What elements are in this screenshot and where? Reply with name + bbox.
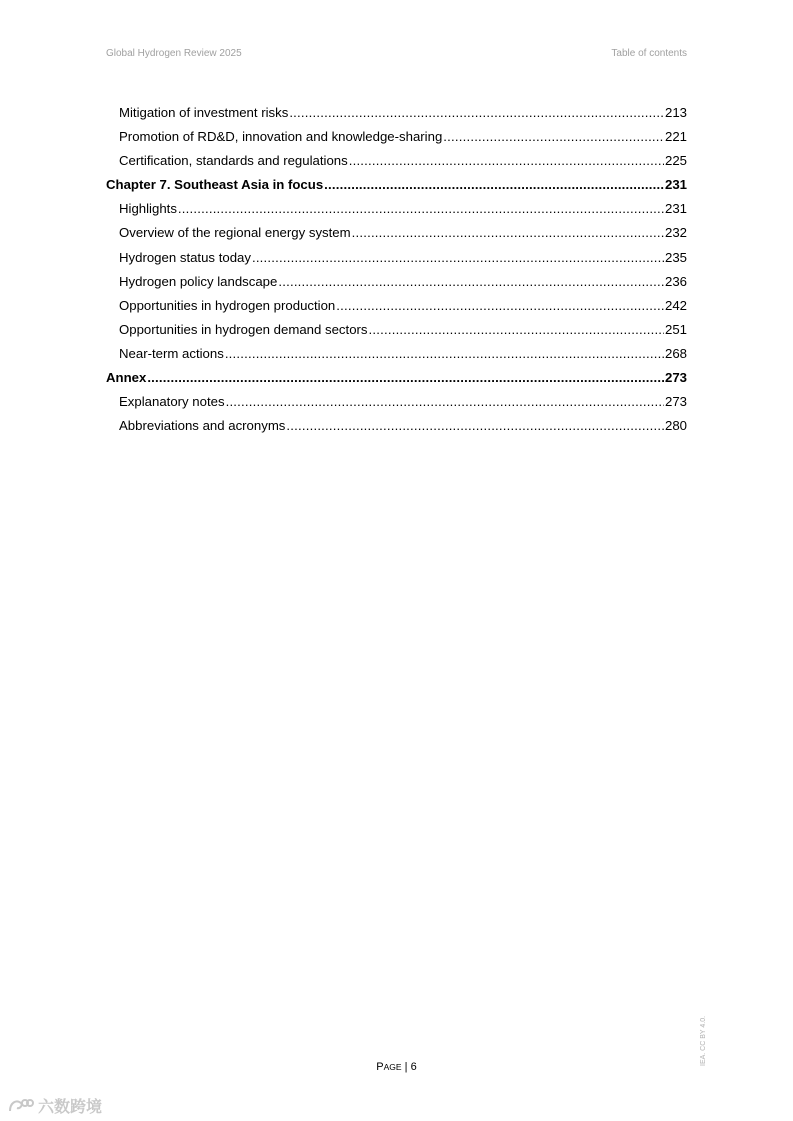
toc-section-entry[interactable] [106, 225, 687, 249]
toc-entry-title: Opportunities in hydrogen demand sectors [119, 321, 368, 337]
page-label-initial: P [376, 1061, 384, 1073]
toc-dot-leader [225, 346, 664, 361]
toc-entry-page: 225 [664, 153, 687, 169]
page-number: 6 [410, 1061, 417, 1073]
toc-section-entry[interactable] [106, 298, 687, 322]
toc-dot-leader [252, 250, 664, 265]
toc-chapter-entry[interactable] [106, 177, 687, 201]
page-number-footer [0, 1061, 793, 1073]
toc-entry-page: 268 [664, 345, 687, 361]
toc-entry-page: 236 [664, 273, 687, 289]
toc-entry-page: 251 [664, 321, 687, 337]
toc-entry-title: Promotion of RD&D, innovation and knowledge-sharing [119, 129, 443, 145]
toc-entry-page: 280 [664, 418, 687, 434]
toc-dot-leader [178, 201, 664, 216]
toc-section-entry[interactable] [106, 129, 687, 153]
license-note: IEA. CC BY 4.0. [700, 1015, 707, 1066]
toc-entry-title: Mitigation of investment risks [119, 105, 289, 120]
toc-section-entry[interactable] [106, 322, 687, 346]
toc-dot-leader [286, 418, 664, 433]
brand-logo-icon [8, 1097, 34, 1115]
toc-entry-page: 242 [664, 297, 687, 313]
page-separator: | [401, 1061, 411, 1073]
toc-entry-title: Hydrogen policy landscape [119, 273, 278, 289]
toc-section-entry[interactable] [106, 394, 687, 418]
toc-chapter-entry[interactable] [106, 370, 687, 394]
toc-entry-page: 273 [664, 370, 687, 386]
toc-entry-title: Hydrogen status today [119, 249, 251, 265]
toc-entry-title: Certification, standards and regulations [119, 153, 348, 169]
toc-entry-page: 232 [664, 225, 687, 241]
toc-entry-page: 231 [664, 177, 687, 193]
toc-entry-page: 213 [664, 105, 687, 120]
toc-section-entry[interactable] [106, 346, 687, 370]
toc-dot-leader [369, 322, 664, 337]
toc-dot-leader [289, 105, 664, 120]
watermark-text: 六数跨境 [38, 1099, 103, 1116]
toc-dot-leader [336, 298, 664, 313]
toc-entry-page: 231 [664, 201, 687, 217]
toc-section-entry[interactable] [106, 105, 687, 129]
toc-section-entry[interactable] [106, 250, 687, 274]
table-of-contents [106, 105, 687, 442]
toc-entry-title: Abbreviations and acronyms [119, 418, 286, 434]
toc-dot-leader [226, 394, 664, 409]
toc-section-entry[interactable] [106, 153, 687, 177]
toc-entry-title: Opportunities in hydrogen production [119, 297, 336, 313]
toc-entry-title: Near-term actions [119, 345, 224, 361]
toc-dot-leader [443, 129, 664, 144]
toc-section-entry[interactable] [106, 274, 687, 298]
toc-entry-title: Highlights [119, 201, 177, 217]
watermark [8, 1094, 102, 1117]
page-label-rest: AGE [383, 1062, 402, 1072]
toc-entry-page: 235 [664, 249, 687, 265]
toc-entry-title: Overview of the regional energy system [119, 225, 351, 241]
toc-entry-page: 221 [664, 129, 687, 145]
toc-dot-leader [324, 177, 664, 192]
toc-dot-leader [278, 274, 664, 289]
toc-entry-title: Chapter 7. Southeast Asia in focus [106, 177, 324, 193]
toc-entry-title: Explanatory notes [119, 394, 225, 410]
toc-dot-leader [349, 153, 664, 168]
toc-entry-title: Annex [106, 370, 147, 386]
toc-entry-page: 273 [664, 394, 687, 410]
toc-dot-leader [352, 225, 664, 240]
running-header-title: Global Hydrogen Review 2025 [106, 48, 242, 59]
toc-section-entry[interactable] [106, 418, 687, 442]
toc-section-entry[interactable] [106, 201, 687, 225]
running-header-section: Table of contents [611, 48, 687, 59]
toc-dot-leader [147, 370, 664, 385]
